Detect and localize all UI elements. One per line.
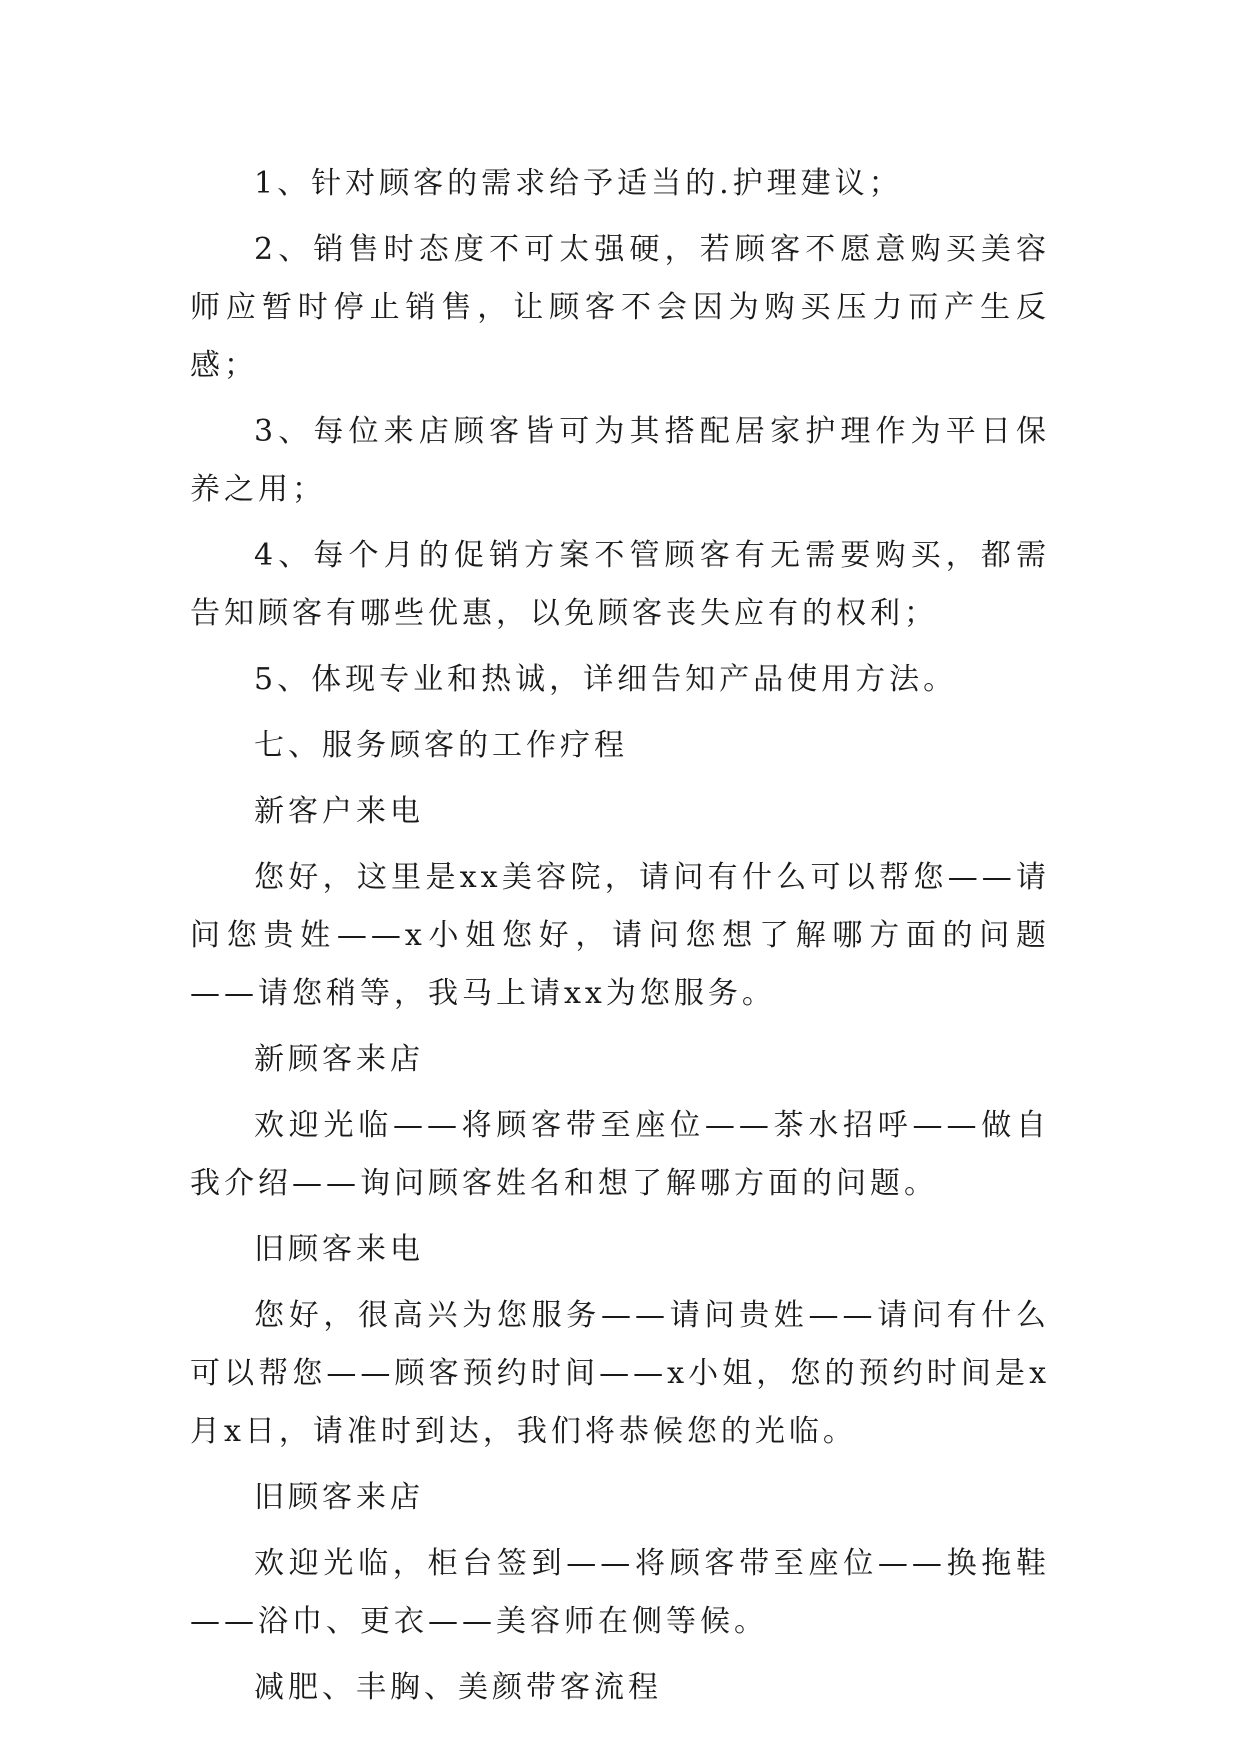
subheading-guest-flow: 减肥、丰胸、美颜带客流程 [254, 1670, 662, 1705]
paragraph-new-client-call: 您好，这里是xx美容院，请问有什么可以帮您——请问您贵姓——x小姐您好，请问您想了解哪方面的问题——请您稍等，我马上请xx为您服务。 [190, 860, 1050, 1011]
list-item-advice: 1、针对顾客的需求给予适当的.护理建议； [254, 166, 903, 201]
subheading-old-client-visit: 旧顾客来店 [254, 1480, 424, 1515]
paragraph-old-client-visit: 欢迎光临，柜台签到——将顾客带至座位——换拖鞋——浴巾、更衣——美容师在侧等候。 [190, 1546, 1050, 1639]
paragraph-old-client-call: 您好，很高兴为您服务——请问贵姓——请问有什么可以帮您——顾客预约时间——x小姐，您的预约时间是x月x日，请准时到达，我们将恭候您的光临。 [190, 1298, 1050, 1449]
paragraph-new-client-visit: 欢迎光临——将顾客带至座位——茶水招呼——做自我介绍——询问顾客姓名和想了解哪方面的问题。 [190, 1108, 1050, 1201]
subheading-new-client-visit: 新顾客来店 [254, 1042, 424, 1077]
subheading-old-client-call: 旧顾客来电 [254, 1232, 424, 1267]
subheading-new-client-call: 新客户来电 [254, 794, 424, 829]
list-item-promotion: 4、每个月的促销方案不管顾客有无需要购买，都需告知顾客有哪些优惠，以免顾客丧失应有的权利； [190, 538, 1050, 631]
list-item-professional: 5、体现专业和热诚，详细告知产品使用方法。 [254, 662, 958, 697]
section-heading-service-process: 七、服务顾客的工作疗程 [254, 728, 628, 763]
list-item-home-care: 3、每位来店顾客皆可为其搭配居家护理作为平日保养之用； [190, 414, 1050, 507]
list-item-sales-attitude: 2、销售时态度不可太强硬，若顾客不愿意购买美容师应暂时停止销售，让顾客不会因为购买压力而产生反感； [190, 232, 1050, 383]
document-page [190, 155, 1050, 1725]
